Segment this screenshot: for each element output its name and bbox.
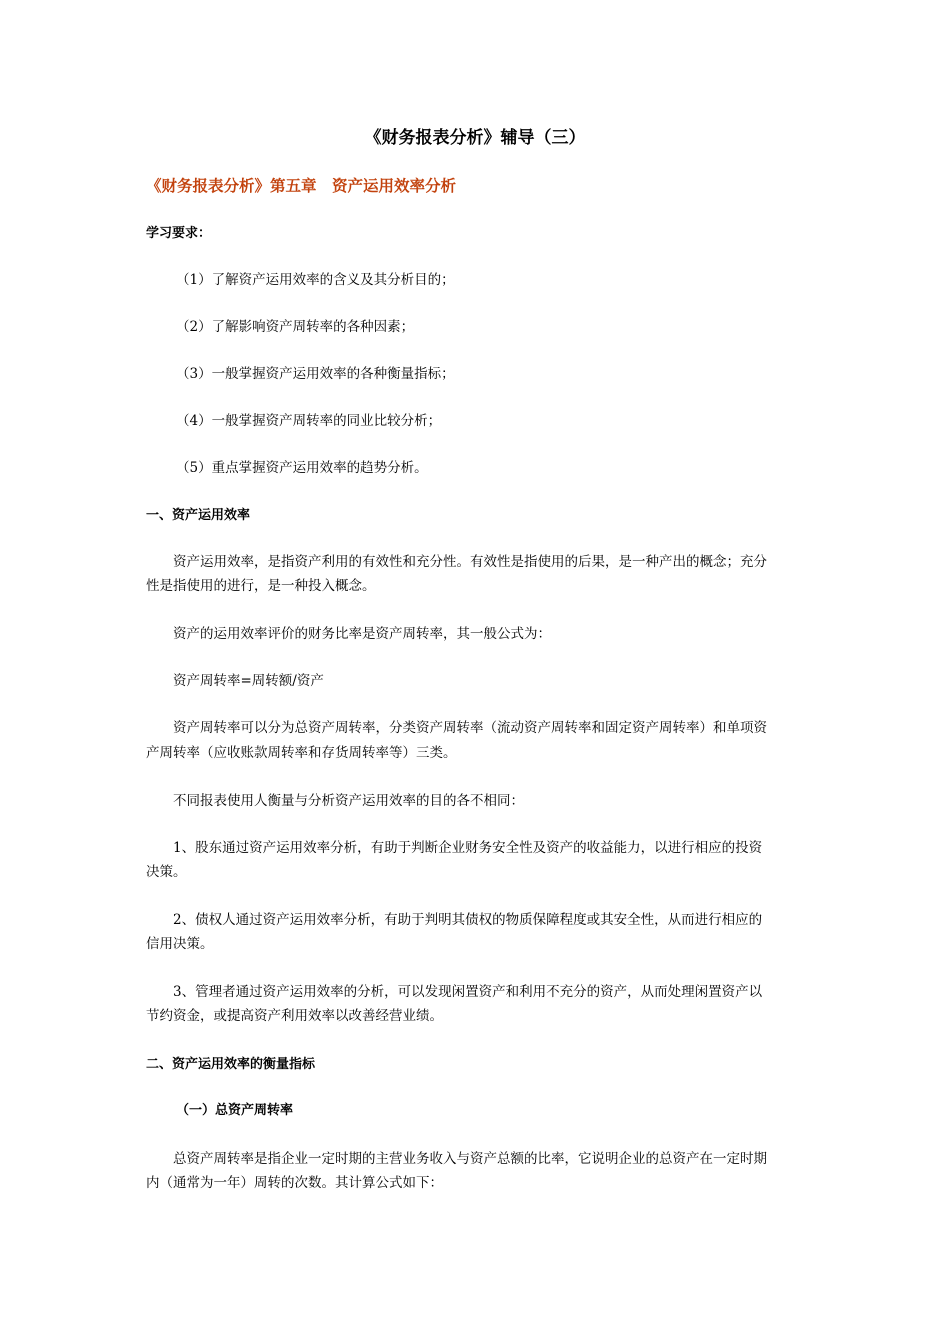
paragraph-line: 资产周转率可以分为总资产周转率，分类资产周转率（流动资产周转率和固定资产周转率）和单项资 [173, 720, 767, 736]
requirement-item: （2）了解影响资产周转率的各种因素； [176, 319, 415, 335]
formula-line: 资产周转率=周转额/资产 [173, 673, 324, 689]
paragraph-line: 信用决策。 [146, 936, 214, 952]
subsection-heading: （一）总资产周转率 [176, 1103, 294, 1118]
paragraph-line: 节约资金，或提高资产利用效率以改善经营业绩。 [146, 1008, 443, 1024]
requirement-item: （4）一般掌握资产周转率的同业比较分析； [176, 413, 442, 429]
requirement-item: （5）重点掌握资产运用效率的趋势分析。 [176, 460, 428, 476]
paragraph-line: 不同报表使用人衡量与分析资产运用效率的目的各不相同： [173, 793, 524, 809]
paragraph-line: 总资产周转率是指企业一定时期的主营业务收入与资产总额的比率，它说明企业的总资产在一定时期 [173, 1151, 767, 1167]
paragraph-line: 1、股东通过资产运用效率分析，有助于判断企业财务安全性及资产的收益能力，以进行相应的投资 [173, 840, 763, 856]
paragraph-line: 内（通常为一年）周转的次数。其计算公式如下： [146, 1175, 443, 1191]
requirement-item: （3）一般掌握资产运用效率的各种衡量指标； [176, 366, 455, 382]
requirement-item: （1）了解资产运用效率的含义及其分析目的； [176, 272, 455, 288]
section-2-heading: 二、资产运用效率的衡量指标 [146, 1057, 316, 1072]
page-title: 《财务报表分析》辅导（三） [364, 128, 586, 148]
paragraph-line: 性是指使用的进行，是一种投入概念。 [146, 578, 376, 594]
section-1-heading: 一、资产运用效率 [146, 508, 251, 523]
chapter-heading: 《财务报表分析》第五章 资产运用效率分析 [146, 177, 457, 195]
paragraph-line: 决策。 [146, 864, 187, 880]
paragraph-line: 2、债权人通过资产运用效率分析，有助于判明其债权的物质保障程度或其安全性，从而进行相应的 [173, 912, 763, 928]
paragraph-line: 3、管理者通过资产运用效率的分析，可以发现闲置资产和利用不充分的资产，从而处理闲置资产以 [173, 984, 763, 1000]
paragraph-line: 资产运用效率，是指资产利用的有效性和充分性。有效性是指使用的后果，是一种产出的概念；充分 [173, 554, 767, 570]
requirements-heading: 学习要求： [146, 226, 212, 241]
paragraph-line: 资产的运用效率评价的财务比率是资产周转率，其一般公式为： [173, 626, 551, 642]
paragraph-line: 产周转率（应收账款周转率和存货周转率等）三类。 [146, 745, 457, 761]
